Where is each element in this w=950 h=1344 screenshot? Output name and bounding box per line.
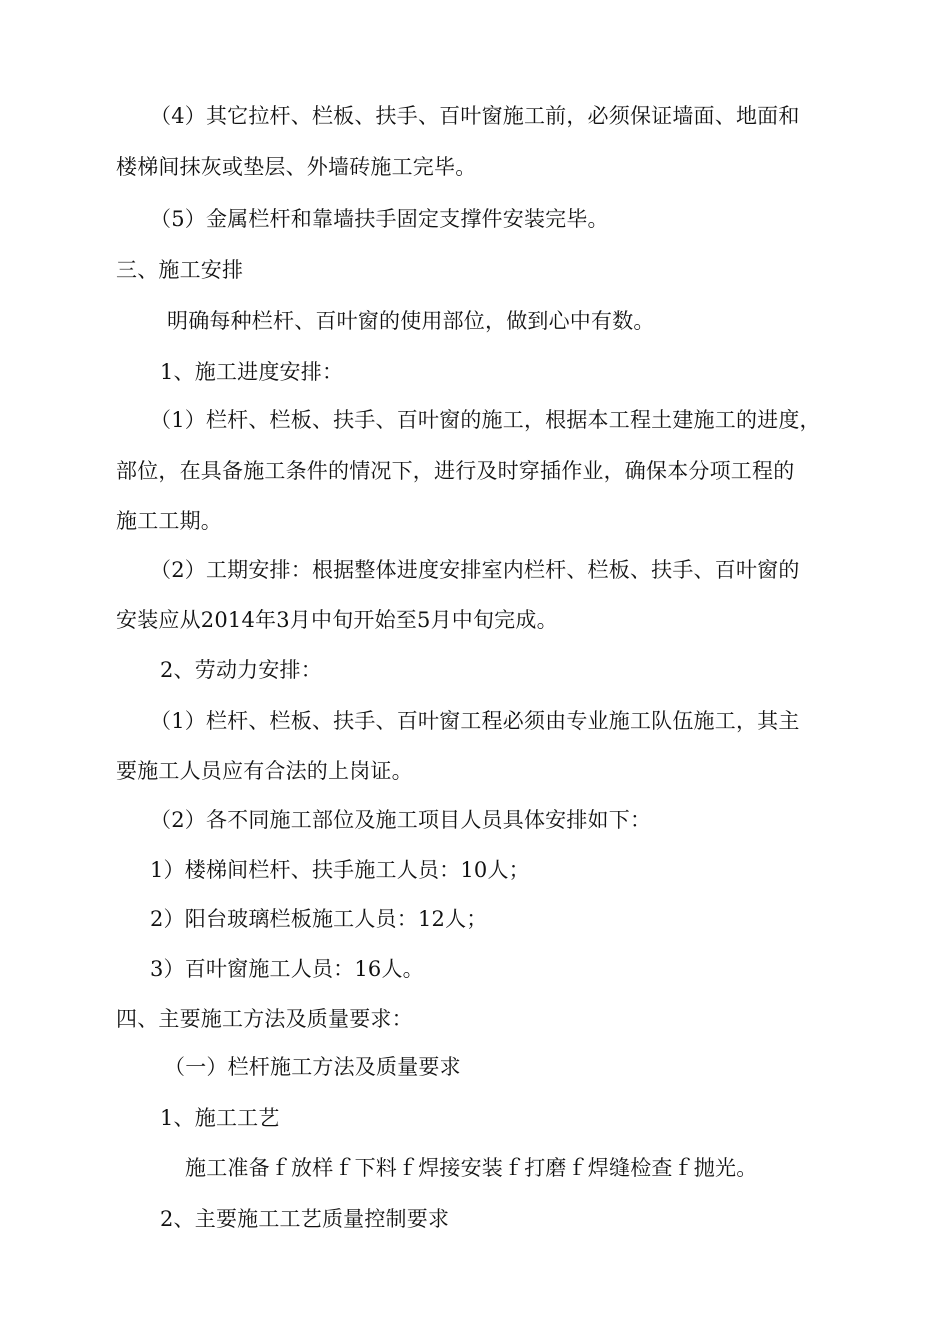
paragraph-line: （1）栏杆、栏板、扶手、百叶窗工程必须由专业施工队伍施工，其主: [150, 709, 800, 733]
paragraph-line: （5）金属栏杆和靠墙扶手固定支撑件安装完毕。: [150, 207, 609, 231]
subsection-heading: 2、劳动力安排：: [160, 658, 322, 682]
section-heading: 三、施工安排: [116, 258, 244, 282]
paragraph-line: 安装应从2014年3月中旬开始至5月中旬完成。: [116, 608, 558, 632]
paragraph-line: 楼梯间抹灰或垫层、外墙砖施工完毕。: [116, 155, 477, 179]
paragraph-line: 施工工期。: [116, 509, 222, 533]
paragraph-line: （2）工期安排：根据整体进度安排室内栏杆、栏板、扶手、百叶窗的: [150, 558, 800, 582]
subsection-heading: 1、施工工艺: [160, 1106, 280, 1130]
paragraph-line: 明确每种栏杆、百叶窗的使用部位，做到心中有数。: [167, 309, 655, 333]
paragraph-line: 部位，在具备施工条件的情况下，进行及时穿插作业，确保本分项工程的: [116, 459, 795, 483]
paragraph-line: （4）其它拉杆、栏板、扶手、百叶窗施工前，必须保证墙面、地面和: [150, 104, 800, 128]
subsection-heading: 1、施工进度安排：: [160, 360, 344, 384]
paragraph-line: 要施工人员应有合法的上岗证。: [116, 759, 413, 783]
section-heading: 四、主要施工方法及质量要求：: [116, 1007, 413, 1031]
paragraph-line: （2）各不同施工部位及施工项目人员具体安排如下：: [150, 808, 652, 832]
paragraph-line: 施工准备ｆ放样ｆ下料ｆ焊接安装ｆ打磨ｆ焊缝检查ｆ抛光。: [185, 1156, 758, 1180]
subsection-heading: 2、主要施工工艺质量控制要求: [160, 1207, 450, 1231]
list-item: 2）阳台玻璃栏板施工人员：12人；: [150, 907, 488, 931]
list-item: 3）百叶窗施工人员：16人。: [150, 957, 424, 981]
subsection-heading: （一）栏杆施工方法及质量要求: [164, 1055, 461, 1079]
paragraph-line: （1）栏杆、栏板、扶手、百叶窗的施工，根据本工程土建施工的进度，: [150, 408, 821, 432]
list-item: 1）楼梯间栏杆、扶手施工人员：10人；: [150, 858, 530, 882]
